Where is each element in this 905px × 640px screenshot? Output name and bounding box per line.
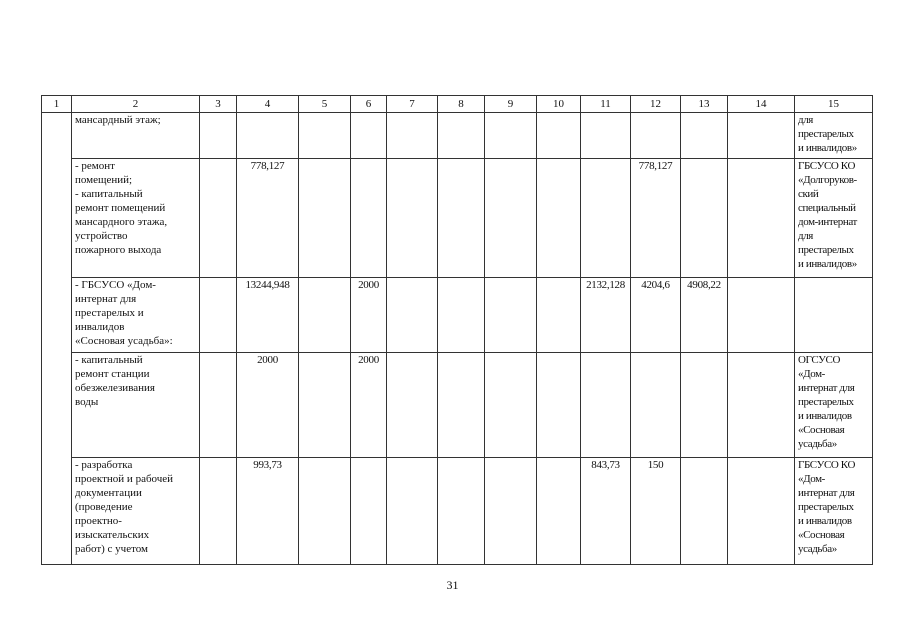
value-cell: 4908,22	[681, 278, 728, 352]
value-cell	[581, 352, 631, 458]
value-cell	[581, 159, 631, 278]
page-number: 31	[446, 578, 459, 592]
executor-cell: ГБСУСО КО «Долгоруков- ский специальный дом-интернат для престарелых и инвалидов»	[795, 159, 873, 278]
executor-cell	[795, 278, 873, 352]
column-header: 3	[200, 96, 237, 113]
value-cell	[681, 159, 728, 278]
value-cell	[681, 352, 728, 458]
column-header: 12	[631, 96, 681, 113]
value-cell	[631, 113, 681, 159]
value-cell	[237, 113, 299, 159]
column-header: 8	[438, 96, 485, 113]
column-header: 10	[537, 96, 581, 113]
column-header: 14	[728, 96, 795, 113]
value-cell: 2000	[351, 278, 387, 352]
value-cell: 843,73	[581, 458, 631, 565]
column-header: 9	[485, 96, 537, 113]
column-header: 15	[795, 96, 873, 113]
table-row	[42, 159, 873, 278]
column-header: 4	[237, 96, 299, 113]
row-number-cell	[42, 113, 72, 565]
description-cell: - ГБСУСО «Дом- интернат для престарелых и инвалидов «Сосновая усадьба»:	[72, 278, 200, 352]
header-row	[42, 96, 873, 113]
value-cell: 2000	[351, 352, 387, 458]
column-header: 13	[681, 96, 728, 113]
value-cell: 4204,6	[631, 278, 681, 352]
value-cell	[351, 113, 387, 159]
executor-cell: ОГСУСО «Дом- интернат для престарелых и инвалидов «Сосновая усадьба»	[795, 352, 873, 458]
value-cell	[351, 159, 387, 278]
table-row	[42, 278, 873, 352]
table-row	[42, 458, 873, 565]
value-cell	[631, 352, 681, 458]
column-header: 7	[387, 96, 438, 113]
column-header: 2	[72, 96, 200, 113]
value-cell: 993,73	[237, 458, 299, 565]
value-cell	[681, 458, 728, 565]
description-cell: мансардный этаж;	[72, 113, 200, 159]
value-cell: 2000	[237, 352, 299, 458]
column-header: 6	[351, 96, 387, 113]
executor-cell: для престарелых и инвалидов»	[795, 113, 873, 159]
column-header: 11	[581, 96, 631, 113]
executor-cell: ГБСУСО КО «Дом- интернат для престарелых и инвалидов «Сосновая усадьба»	[795, 458, 873, 565]
value-cell: 13244,948	[237, 278, 299, 352]
value-cell: 2132,128	[581, 278, 631, 352]
value-cell	[351, 458, 387, 565]
value-cell	[681, 113, 728, 159]
description-cell: - капитальный ремонт станции обезжелезивания воды	[72, 352, 200, 458]
value-cell: 778,127	[237, 159, 299, 278]
description-cell: - ремонт помещений; - капитальный ремонт помещений мансардного этажа, устройство пожарного выхода	[72, 159, 200, 278]
table-row	[42, 352, 873, 458]
budget-table	[41, 95, 873, 565]
value-cell: 778,127	[631, 159, 681, 278]
column-header: 5	[299, 96, 351, 113]
column-header: 1	[42, 96, 72, 113]
value-cell: 150	[631, 458, 681, 565]
value-cell	[581, 113, 631, 159]
description-cell: - разработка проектной и рабочей документации (проведение проектно- изыскательских работ) с учетом	[72, 458, 200, 565]
table-row	[42, 113, 873, 159]
